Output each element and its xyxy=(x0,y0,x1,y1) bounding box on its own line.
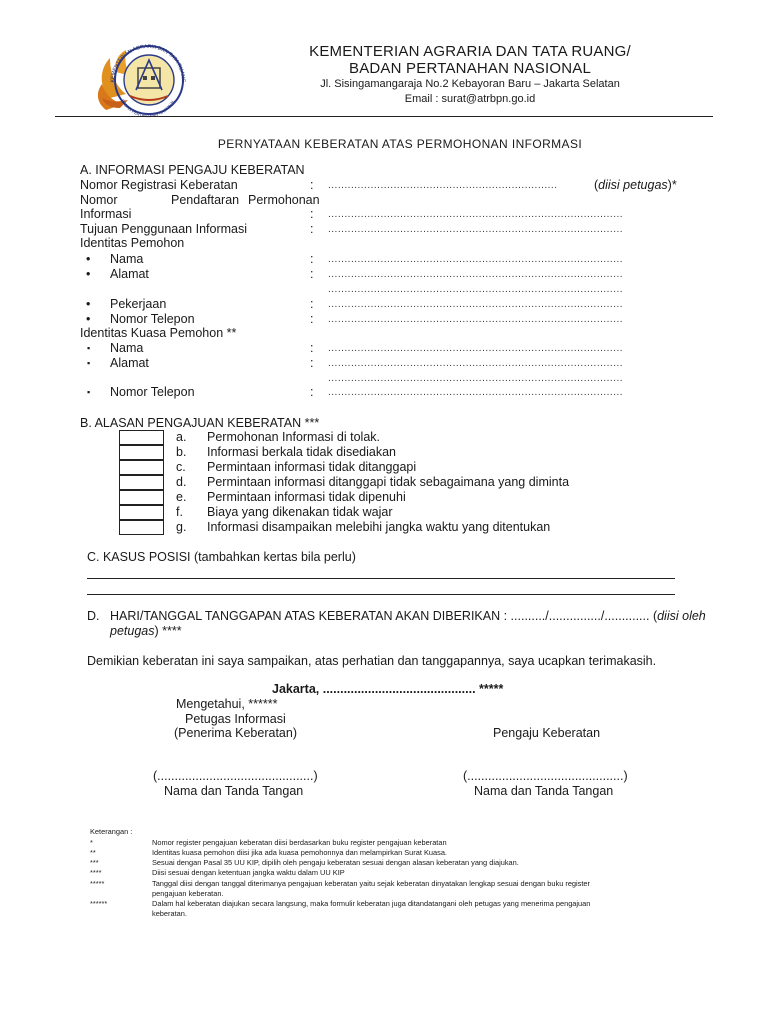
square-bullet: ▪ xyxy=(87,343,91,353)
mengetahui: Mengetahui, ****** xyxy=(176,697,278,711)
note-mark: * xyxy=(90,838,93,847)
field-pekerjaan[interactable]: .......................................................................................... xyxy=(328,299,624,310)
label-identitas-kuasa: Identitas Kuasa Pemohon ** xyxy=(80,326,237,340)
note-text-cont: pengajuan keberatan. xyxy=(152,889,224,898)
label-nomor-pendaftaran-w1: Nomor xyxy=(80,193,118,207)
option-text: Informasi berkala tidak disediakan xyxy=(207,445,396,459)
label-kuasa-nama: Nama xyxy=(110,341,144,355)
bullet: • xyxy=(86,267,91,281)
sign-blank-right[interactable]: (.............................................) xyxy=(463,769,628,783)
diisi-petugas-note: (diisi petugas)* xyxy=(594,178,677,192)
label-nomor-telepon: Nomor Telepon xyxy=(110,312,195,326)
note-text: Tanggal diisi dengan tanggal diterimanya pengajuan keberatan yaitu sejak keberatan dinyatakan lengkap sesuai dengan buku register xyxy=(152,879,590,888)
label-tujuan: Tujuan Penggunaan Informasi xyxy=(80,222,248,236)
notes-heading: Keterangan : xyxy=(90,827,133,836)
section-a-heading: A. INFORMASI PENGAJU KEBERATAN xyxy=(80,163,305,177)
field-kuasa-nama[interactable]: .......................................................................................... xyxy=(328,343,624,354)
note-text: Sesuai dengan Pasal 35 UU KIP, dipilih oleh pengaju keberatan sesuai dengan alasan keberatan yang diajukan. xyxy=(152,858,519,867)
place-date: Jakarta, ............................................ ***** xyxy=(272,682,504,696)
note-mark: **** xyxy=(90,868,102,877)
colon: : xyxy=(310,385,314,399)
bullet: • xyxy=(86,297,91,311)
note-text: Dalam hal keberatan diajukan secara langsung, maka formulir keberatan juga ditandatangani oleh petugas yang menerima pengajuan xyxy=(152,899,591,908)
logo-arc-top: KEMENTERIAN AGRARIA DAN TATA RUANG xyxy=(109,43,187,83)
field-nomor-telepon[interactable]: .......................................................................................... xyxy=(328,314,624,325)
label-nomor-registrasi: Nomor Registrasi Keberatan xyxy=(80,178,238,192)
option-letter: g. xyxy=(176,520,187,534)
note-mark: ****** xyxy=(90,899,108,908)
field-alamat-1[interactable]: .......................................................................................... xyxy=(328,269,624,280)
label-kuasa-telepon: Nomor Telepon xyxy=(110,385,195,399)
checkbox-b[interactable] xyxy=(119,445,164,460)
label-kuasa-alamat: Alamat xyxy=(110,356,149,370)
field-nomor-pendaftaran[interactable]: .......................................................................................... xyxy=(328,209,624,220)
checkbox-a[interactable] xyxy=(119,430,164,445)
section-d-text-2: petugas) **** xyxy=(110,624,182,638)
colon: : xyxy=(310,267,314,281)
colon: : xyxy=(310,297,314,311)
ministry-address: Jl. Sisingamangaraja No.2 Kebayoran Baru – Jakarta Selatan xyxy=(320,78,620,90)
field-kuasa-telepon[interactable]: .......................................................................................... xyxy=(328,387,624,398)
label-alamat: Alamat xyxy=(110,267,149,281)
petugas-informasi: Petugas Informasi xyxy=(185,712,286,726)
field-kuasa-alamat-1[interactable]: .......................................................................................... xyxy=(328,358,624,369)
sign-label-left: Nama dan Tanda Tangan xyxy=(164,784,304,798)
ministry-name-line1: KEMENTERIAN AGRARIA DAN TATA RUANG/ xyxy=(309,43,631,60)
colon: : xyxy=(310,178,314,192)
option-text: Permintaan informasi tidak dipenuhi xyxy=(207,490,406,504)
label-nama: Nama xyxy=(110,252,144,266)
logo-arc-bottom: BADAN PERTANAHAN NASIONAL xyxy=(120,98,176,119)
ministry-name-line2: BADAN PERTANAHAN NASIONAL xyxy=(348,60,591,77)
colon: : xyxy=(310,252,314,266)
note-text-cont: keberatan. xyxy=(152,909,187,918)
field-tujuan[interactable]: .......................................................................................... xyxy=(328,224,624,235)
section-d-text: HARI/TANGGAL TANGGAPAN ATAS KEBERATAN AKAN DIBERIKAN : ........../.............../............. (diisi oleh xyxy=(110,609,706,623)
closing-statement: Demikian keberatan ini saya sampaikan, atas perhatian dan tanggapannya, saya ucapkan terimakasih. xyxy=(87,654,657,668)
section-c-heading: C. KASUS POSISI (tambahkan kertas bila perlu) xyxy=(87,550,356,564)
square-bullet: ▪ xyxy=(87,358,91,368)
label-identitas-pemohon: Identitas Pemohon xyxy=(80,236,185,250)
checkbox-d[interactable] xyxy=(119,475,164,490)
field-nomor-registrasi[interactable]: ...................................................................... xyxy=(328,180,558,191)
colon: : xyxy=(310,207,314,221)
colon: : xyxy=(310,222,314,236)
option-text: Permohonan Informasi di tolak. xyxy=(207,430,381,444)
note-text: Diisi sesuai dengan ketentuan jangka waktu dalam UU KIP xyxy=(152,868,345,877)
note-text: Nomor register pengajuan keberatan diisi berdasarkan buku register pengajuan keberatan xyxy=(152,838,447,847)
colon: : xyxy=(310,356,314,370)
checkbox-c[interactable] xyxy=(119,460,164,475)
field-kuasa-alamat-2[interactable]: .......................................................................................... xyxy=(328,373,624,384)
label-pekerjaan: Pekerjaan xyxy=(110,297,167,311)
checkbox-f[interactable] xyxy=(119,505,164,520)
penerima-keberatan: (Penerima Keberatan) xyxy=(174,726,297,740)
option-letter: c. xyxy=(176,460,186,474)
option-text: Informasi disampaikan melebihi jangka waktu yang ditentukan xyxy=(207,520,551,534)
option-letter: e. xyxy=(176,490,187,504)
sign-label-right: Nama dan Tanda Tangan xyxy=(474,784,614,798)
option-text: Biaya yang dikenakan tidak wajar xyxy=(207,505,393,519)
label-informasi: Informasi xyxy=(80,207,132,221)
option-letter: b. xyxy=(176,445,187,459)
kasus-posisi-line-2[interactable] xyxy=(87,594,675,595)
field-nama[interactable]: .......................................................................................... xyxy=(328,254,624,265)
bpn-logo xyxy=(96,38,200,122)
form-title: PERNYATAAN KEBERATAN ATAS PERMOHONAN INFORMASI xyxy=(217,137,583,151)
section-b-heading: B. ALASAN PENGAJUAN KEBERATAN *** xyxy=(80,416,320,430)
note-mark: ** xyxy=(90,848,96,857)
option-text: Permintaan informasi ditanggapi tidak sebagaimana yang diminta xyxy=(207,475,570,489)
label-nomor-pendaftaran-w2: Pendaftaran xyxy=(171,193,240,207)
square-bullet: ▪ xyxy=(87,387,91,397)
label-nomor-pendaftaran-w3: Permohonan xyxy=(248,193,320,207)
field-alamat-2[interactable]: .......................................................................................... xyxy=(328,284,624,295)
note-mark: *** xyxy=(90,858,99,867)
bullet: • xyxy=(86,252,91,266)
option-letter: f. xyxy=(176,505,183,519)
colon: : xyxy=(310,341,314,355)
checkbox-g[interactable] xyxy=(119,520,164,535)
note-mark: ***** xyxy=(90,879,105,888)
colon: : xyxy=(310,312,314,326)
header-divider xyxy=(55,116,713,117)
option-letter: d. xyxy=(176,475,187,489)
option-letter: a. xyxy=(176,430,187,444)
ministry-email: Email : surat@atrbpn.go.id xyxy=(404,93,536,105)
note-text: Identitas kuasa pemohon diisi jika ada kuasa pemohonnya dan melampirkan Surat Kuasa. xyxy=(152,848,447,857)
pengaju-keberatan: Pengaju Keberatan xyxy=(493,726,601,740)
checkbox-e[interactable] xyxy=(119,490,164,505)
section-d-letter: D. xyxy=(87,609,100,623)
sign-blank-left[interactable]: (.............................................) xyxy=(153,769,318,783)
bullet: • xyxy=(86,312,91,326)
kasus-posisi-line-1[interactable] xyxy=(87,578,675,579)
option-text: Permintaan informasi tidak ditanggapi xyxy=(207,460,417,474)
